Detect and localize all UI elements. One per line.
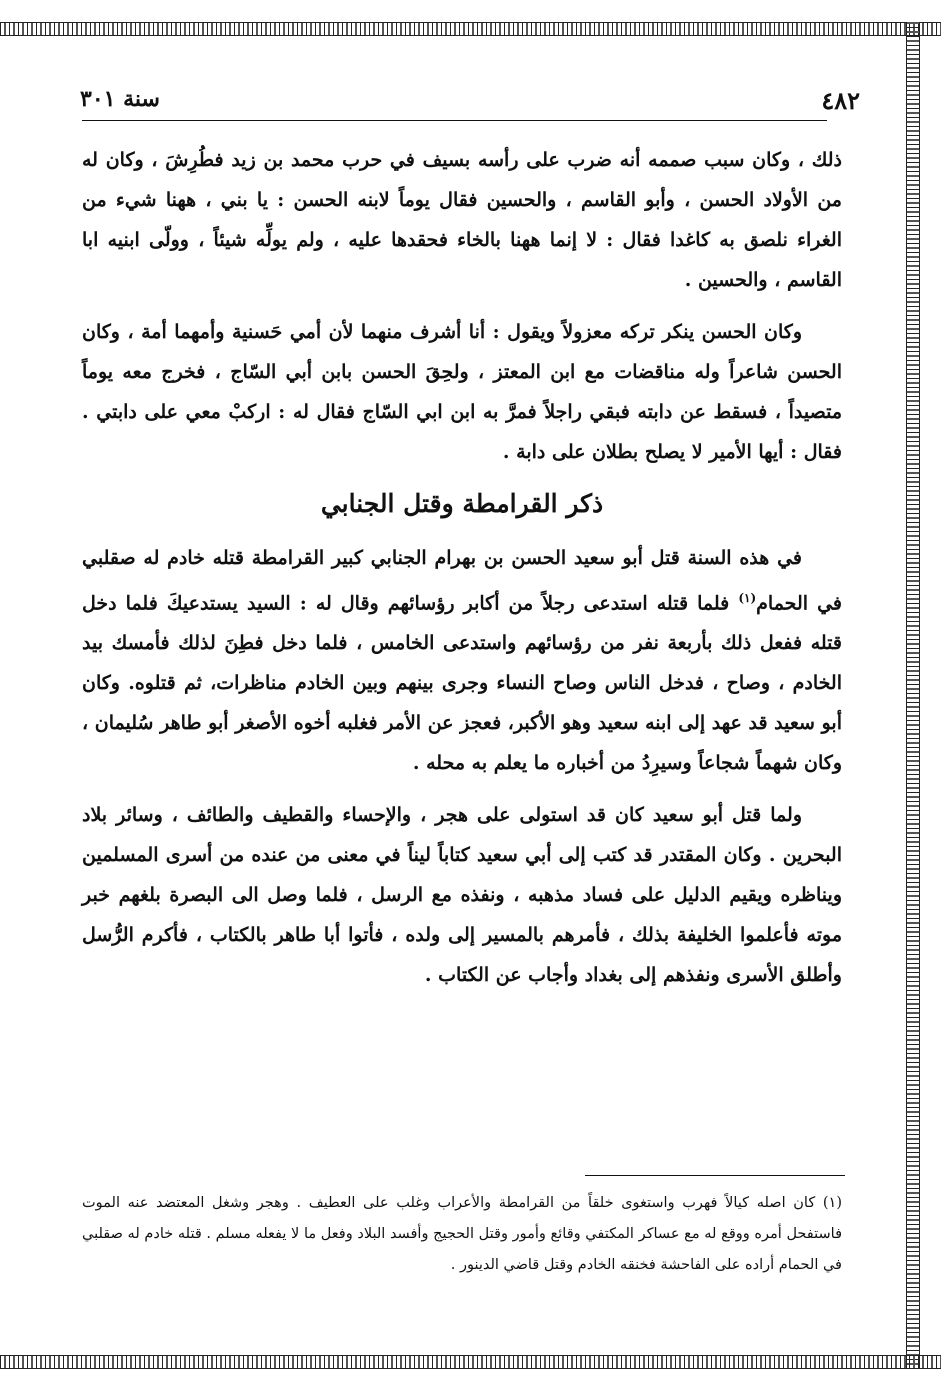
paragraph-3-part-1: في هذه السنة قتل أبو سعيد الحسن بن بهرام الجنابي كبير القرامطة قتله خادم له صقلبي في الحمام	[82, 547, 842, 615]
decorative-border-right	[906, 22, 920, 1369]
header-rule	[82, 120, 827, 121]
footnote-rule	[585, 1175, 845, 1176]
page-number: ٤٨٢	[821, 86, 860, 115]
running-head-year: سنة ٣٠١	[80, 86, 160, 112]
section-title: ذكر القرامطة وقتل الجنابي	[320, 489, 604, 518]
paragraph-1: ذلك ، وكان سبب صممه أنه ضرب على رأسه بسيف في حرب محمد بن زيد فطُرِشَ ، وكان له من الأولاد الحسن ، وأبو القاسم ، والحسين فقال يوماً لابنه الحسن : يا بني ، ههنا شيء من الغراء نلصق به كاغدا فقال : لا إنما ههنا بالخاء فحقدها عليه ، ولم يولِّه شيئاً ، وولّى ابنيه ابا القاسم ، والحسين .	[82, 149, 842, 291]
main-text	[82, 140, 842, 1007]
paragraph-3	[82, 538, 842, 783]
footnote	[82, 1188, 842, 1281]
decorative-border-bottom	[0, 1355, 941, 1369]
paragraph-4: ولما قتل أبو سعيد كان قد استولى على هجر ، والإحساء والقطيف والطائف ، وسائر بلاد البحرين . وكان المقتدر قد كتب إلى أبي سعيد كتاباً ليناً في معنى من عنده من أسرى المسلمين ويناظره ويقيم الدليل على فساد مذهبه ، ونفذه مع الرسل ، فلما وصل الى البصرة بلغهم خبر موته فأعلموا الخليفة بذلك ، فأمرهم بالمسير إلى ولده ، فأتوا أبا طاهر بالكتاب ، فأكرم الرُّسل وأطلق الأسرى ونفذهم إلى بغداد وأجاب عن الكتاب .	[82, 804, 842, 987]
page-header	[80, 86, 860, 120]
footnote-text: (١) كان اصله كيالاً فهرب واستغوى خلقاً من القرامطة والأعراب وغلب على العطيف . وهجر وشغل المعتضد عنه الموت فاستفحل أمره ووقع له مع عساكر المكتفي وقائع وأمور وقتل الحجيج وأفسد البلاد وفعل ما لا يفعله مسلم . قتله خادم له صقلبي في الحمام أراده على الفاحشة فخنقه الخادم وقتل قاضي الدينور .	[82, 1195, 842, 1273]
footnote-mark: (١)	[738, 591, 757, 605]
paragraph-3-part-2: فلما قتله استدعى رجلاً من أكابر رؤسائهم وقال له : السيد يستدعيكَ فلما دخل قتله ففعل ذلك بأربعة نفر من رؤسائهم واستدعى الخامس ، فلما دخل فطِنَ لذلك فأمسك بيد الخادم ، وصاح ، فدخل الناس وصاح النساء وجرى بينهم وبين الخادم مناظرات، ثم قتلوه. وكان أبو سعيد قد عهد إلى ابنه سعيد وهو الأكبر، فعجز عن الأمر فغلبه أخوه الأصغر أبو طاهر سُليمان ، وكان شهماً شجاعاً وسيرِدُ من أخباره ما يعلم به محله .	[82, 592, 842, 775]
paragraph-2: وكان الحسن ينكر تركه معزولاً ويقول : أنا أشرف منهما لأن أمي حَسنية وأمهما أمة ، وكان الحسن شاعراً وله مناقضات مع ابن المعتز ، ولحِقَ الحسن بابن أبي السّاج ، فخرج معه يوماً متصيداً ، فسقط عن دابته فبقي راجلاً فمرَّ به ابن ابي السّاج فقال له : اركبْ معي على دابتي . فقال : أيها الأمير لا يصلح بطلان على دابة .	[82, 321, 842, 463]
decorative-border-top	[0, 22, 941, 36]
